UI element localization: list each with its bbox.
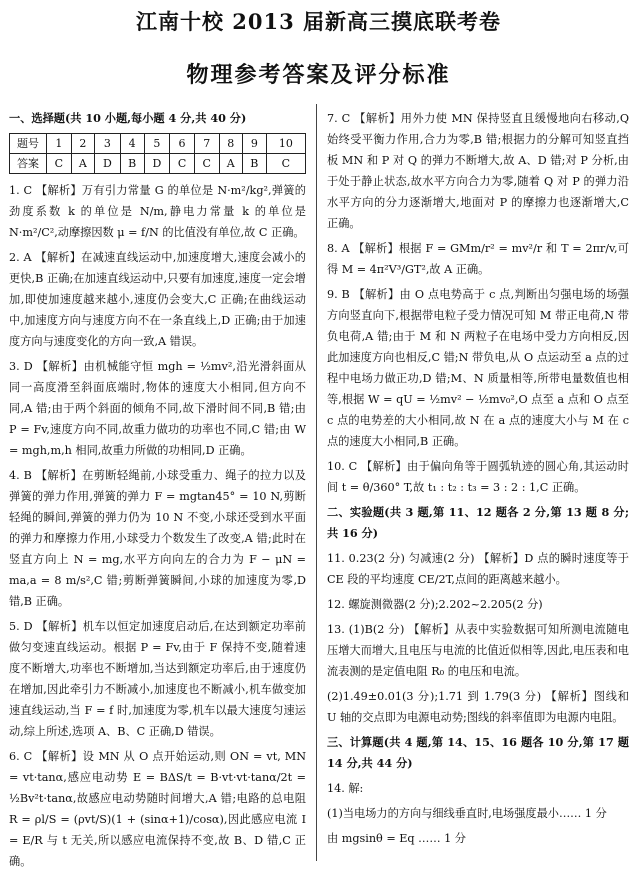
table-cell: 6: [170, 134, 195, 154]
right-column: [327, 108, 629, 853]
table-label-number: 题号: [10, 134, 47, 154]
answer-q14: 14. 解:: [327, 782, 364, 795]
table-cell: C: [194, 154, 219, 174]
table-cell: 10: [266, 134, 305, 154]
table-cell: 8: [219, 134, 242, 154]
table-cell: 1: [47, 134, 72, 154]
column-divider: [316, 104, 317, 861]
table-cell: 3: [95, 134, 121, 154]
table-cell: C: [170, 154, 195, 174]
table-cell: B: [242, 154, 266, 174]
section-heading-experiment: 二、实验题(共 3 题,第 11、12 题各 2 分,第 13 题 8 分;共 16 分): [327, 505, 629, 540]
answer-q6: 6. C 【解析】设 MN 从 O 点开始运动,则 ON = vt, MN = vt·tanα,感应电动势 E = BΔS/t = B·vt·vt·tanα/2t = ½Bv²t·tanα,故感应电动势随时间增大,A 错;电路的总电阻 R = ρl/S = (ρvt/S)(1 + (sinα+1)/cosα),因此感应电流 I = E/R 与 t 无关,所以感应电流保持不变,故 B、D 错,C 正确。: [9, 750, 306, 868]
page-title: 物理参考答案及评分标准: [186, 62, 451, 88]
exam-title: 江南十校 2013 届新高三摸底联考卷: [135, 9, 502, 34]
table-cell: 2: [71, 134, 94, 154]
answer-q13-part2: (2)1.49±0.01(3 分);1.71 到 1.79(3 分) 【解析】图线和 U 轴的交点即为电源电动势;图线的斜率值即为电源内电阻。: [327, 690, 629, 724]
answer-q12: 12. 螺旋测微器(2 分);2.202~2.205(2 分): [327, 598, 543, 611]
table-row: [10, 134, 306, 154]
answer-q3: 3. D 【解析】由机械能守恒 mgh = ½mv²,沿光滑斜面从同一高度滑至斜面底端时,物体的速度大小相同,但方向不同,A 错;由于两个斜面的倾角不同,故下滑时间不同,B 错;由 P = Fv,速度方向不同,故重力做功的功率也不同,C 错;由 W = mgh,m,h 相同,故重力所做的功相同,D 正确。: [9, 360, 306, 457]
table-cell: A: [219, 154, 242, 174]
table-cell: 4: [120, 134, 144, 154]
answer-q2: 2. A 【解析】在减速直线运动中,加速度增大,速度会减小的更快,B 正确;在加速直线运动中,只要有加速度,速度一定会增加,即使加速度越来越小,速度仍会变大,C 正确;在曲线运动中,加速度方向与速度方向不在一条直线上,D 正确;由于加速度方向与速度变化的方向一致,A 错误。: [9, 251, 306, 348]
table-cell: 7: [194, 134, 219, 154]
table-cell: 9: [242, 134, 266, 154]
table-cell: B: [120, 154, 144, 174]
section-heading-calculation: 三、计算题(共 4 题,第 14、15、16 题各 10 分,第 17 题 14 分,共 44 分): [327, 735, 629, 770]
answer-q7: 7. C 【解析】用外力使 MN 保持竖直且缓慢地向右移动,Q 始终受平衡力作用,合力为零,B 错;根据力的分解可知竖直挡板 MN 和 P 对 Q 的弹力不断增大,故 A、D 错;对 P 分析,由于处于静止状态,故水平方向合力为零,随着 Q 对 P 的弹力沿水平方向的分力逐渐增大,地面对 P 的摩擦力也逐渐增大,C 正确。: [327, 112, 629, 230]
answer-q10: 10. C 【解析】由于偏向角等于圆弧轨迹的圆心角,其运动时间 t = θ/360° T,故 t₁ : t₂ : t₃ = 3 : 2 : 1,C 正确。: [327, 460, 629, 494]
table-label-answer: 答案: [10, 154, 47, 174]
table-cell: C: [266, 154, 305, 174]
table-cell: C: [47, 154, 72, 174]
left-column: [9, 108, 306, 876]
answer-q4: 4. B 【解析】在剪断轻绳前,小球受重力、绳子的拉力以及弹簧的弹力作用,弹簧的弹力 F = mgtan45° = 10 N,剪断轻绳的瞬间,弹簧的弹力仍为 10 N 不变,小球还受到水平面的弹力和摩擦力作用,小球受力个数发生了改变,A 错;此时在竖直方向上 N = mg,水平方向向左的合力为 F − μN = ma,a = 8 m/s²,C 错;剪断弹簧瞬间,小球的加速度为零,D 错,B 正确。: [9, 469, 306, 608]
answer-q1: 1. C 【解析】万有引力常量 G 的单位是 N·m²/kg²,弹簧的劲度系数 k 的单位是 N/m,静电力常量 k 的单位是 N·m²/C²,动摩擦因数 μ = f/N 的比值没有单位,故 C 正确。: [9, 184, 306, 239]
answer-q14-step1: (1)当电场力的方向与细线垂直时,电场强度最小…… 1 分: [327, 807, 607, 820]
table-cell: D: [95, 154, 121, 174]
table-cell: D: [144, 154, 170, 174]
answer-q5: 5. D 【解析】机车以恒定加速度启动后,在达到额定功率前做匀变速直线运动。根据 P = Fv,由于 F 保持不变,随着速度不断增大,功率也不断增加,当达到额定功率后,由于速度仍在增加,因此牵引力不断减小,加速度也不断减小,机车做变加速直线运动,当 F = f 时,加速度为零,机车以最大速度匀速运动,综上所述,选项 A、B、C 正确,D 错误。: [9, 620, 306, 738]
answer-q14-step2: 由 mgsinθ = Eq …… 1 分: [327, 832, 466, 845]
answer-q8: 8. A 【解析】根据 F = GMm/r² = mv²/r 和 T = 2πr/v,可得 M = 4π²V³/GT²,故 A 正确。: [327, 242, 629, 276]
table-cell: A: [71, 154, 94, 174]
answer-q9: 9. B 【解析】由 O 点电势高于 c 点,判断出匀强电场的场强方向竖直向下,根据带电粒子受力情况可知 M 带正电荷,N 带负电荷,A 错;由于 M 和 N 两粒子在电场中受力方向相反,因此加速度方向也相反,C 错;N 带负电,从 O 点运动至 a 点的过程中电场力做正功,D 错;M、N 质量相等,所带电量数值也相等,根据 W = qU = ½mv² − ½mv₀²,O 点至 a 点和 O 点至 c 点的电势差的大小相同,故 N 在 a 点的速度大小与 M 在 c 点的速度大小相同,B 正确。: [327, 288, 629, 448]
table-cell: 5: [144, 134, 170, 154]
answer-q11: 11. 0.23(2 分) 匀减速(2 分) 【解析】D 点的瞬时速度等于 CE 段的平均速度 CE/2T,点间的距离越来越小。: [327, 552, 629, 586]
table-row: [10, 154, 306, 174]
section-heading-choice: 一、选择题(共 10 小题,每小题 4 分,共 40 分): [9, 111, 247, 125]
answer-table: [9, 133, 306, 174]
answer-q13-part1: 13. (1)B(2 分) 【解析】从表中实验数据可知所测电流随电压增大而增大,且电压与电流的比值近似相等,因此,电压表和电流表测的是定值电阻 R₀ 的电压和电流。: [327, 623, 629, 678]
